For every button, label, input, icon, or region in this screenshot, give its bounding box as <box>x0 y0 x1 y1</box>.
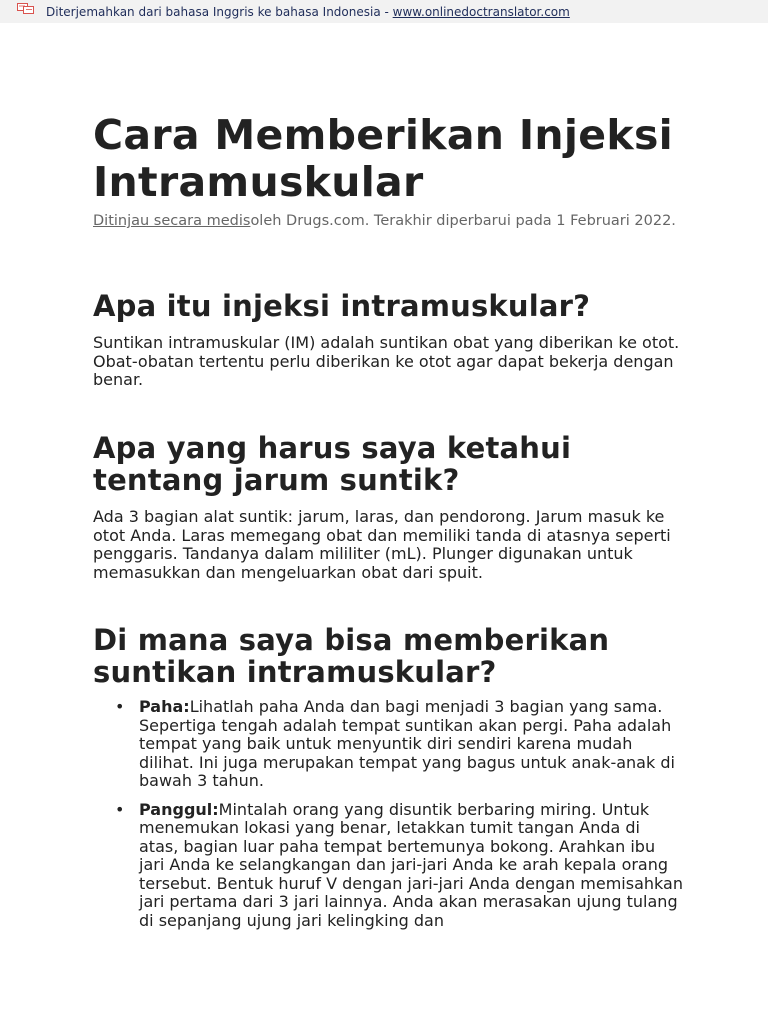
section-heading-syringe: Apa yang harus saya ketahui tentang jarum suntik? <box>93 431 572 497</box>
list-item <box>93 698 683 791</box>
banner-label: Diterjemahkan dari bahasa Inggris ke bahasa Indonesia - <box>46 5 393 19</box>
site-label: Paha: <box>139 697 190 716</box>
medical-review-link[interactable]: Ditinjau secara medis <box>93 213 251 229</box>
list-item <box>93 801 683 931</box>
section-heading-where: Di mana saya bisa memberikan suntikan intramuskular? <box>93 623 610 689</box>
article-title: Cara Memberikan Injeksi Intramuskular <box>93 111 673 206</box>
site-label: Panggul: <box>139 799 219 819</box>
byline-text: oleh Drugs.com. Terakhir diperbarui pada 1 Februari 2022. <box>250 213 676 229</box>
translator-link[interactable]: www.onlinedoctranslator.com <box>392 5 570 19</box>
banner-text <box>46 1 570 23</box>
section-heading-what-is: Apa itu injeksi intramuskular? <box>93 289 591 323</box>
translation-banner <box>0 0 768 23</box>
byline <box>93 213 683 230</box>
bullet-icon: • <box>115 799 125 819</box>
injection-site-list <box>93 698 683 940</box>
bullet-icon: • <box>115 697 125 716</box>
section-body-what-is: Suntikan intramuskular (IM) adalah suntikan obat yang diberikan ke otot. Obat-obatan tertentu perlu diberikan ke otot agar dapat bekerja dengan benar. <box>93 333 680 389</box>
site-description: Lihatlah paha Anda dan bagi menjadi 3 bagian yang sama. Sepertiga tengah adalah tempat suntikan akan pergi. Paha adalah tempat yang baik untuk menyuntik diri sendiri karena mudah dilihat. Ini juga merupakan tempat yang bagus untuk anak-anak di bawah 3 tahun. <box>139 697 675 790</box>
site-description: Mintalah orang yang disuntik berbaring miring. Untuk menemukan lokasi yang benar, letakkan tumit tangan Anda di atas, bagian luar paha tempat bertemunya bokong. Arahkan ibu jari Anda ke selangkangan dan jari-jari Anda ke arah kepala orang tersebut. Bentuk huruf V dengan jari-jari Anda dengan memisahkan jari pertama dari 3 jari lainnya. Anda akan merasakan ujung tulang di sepanjang ujung jari kelingking dan <box>139 799 683 930</box>
section-body-syringe: Ada 3 bagian alat suntik: jarum, laras, dan pendorong. Jarum masuk ke otot Anda. Laras memegang obat dan memiliki tanda di atasnya seperti penggaris. Tandanya dalam mililiter (mL). Plunger digunakan untuk memasukkan dan mengeluarkan obat dari spuit. <box>93 507 671 582</box>
translate-icon <box>17 3 35 15</box>
